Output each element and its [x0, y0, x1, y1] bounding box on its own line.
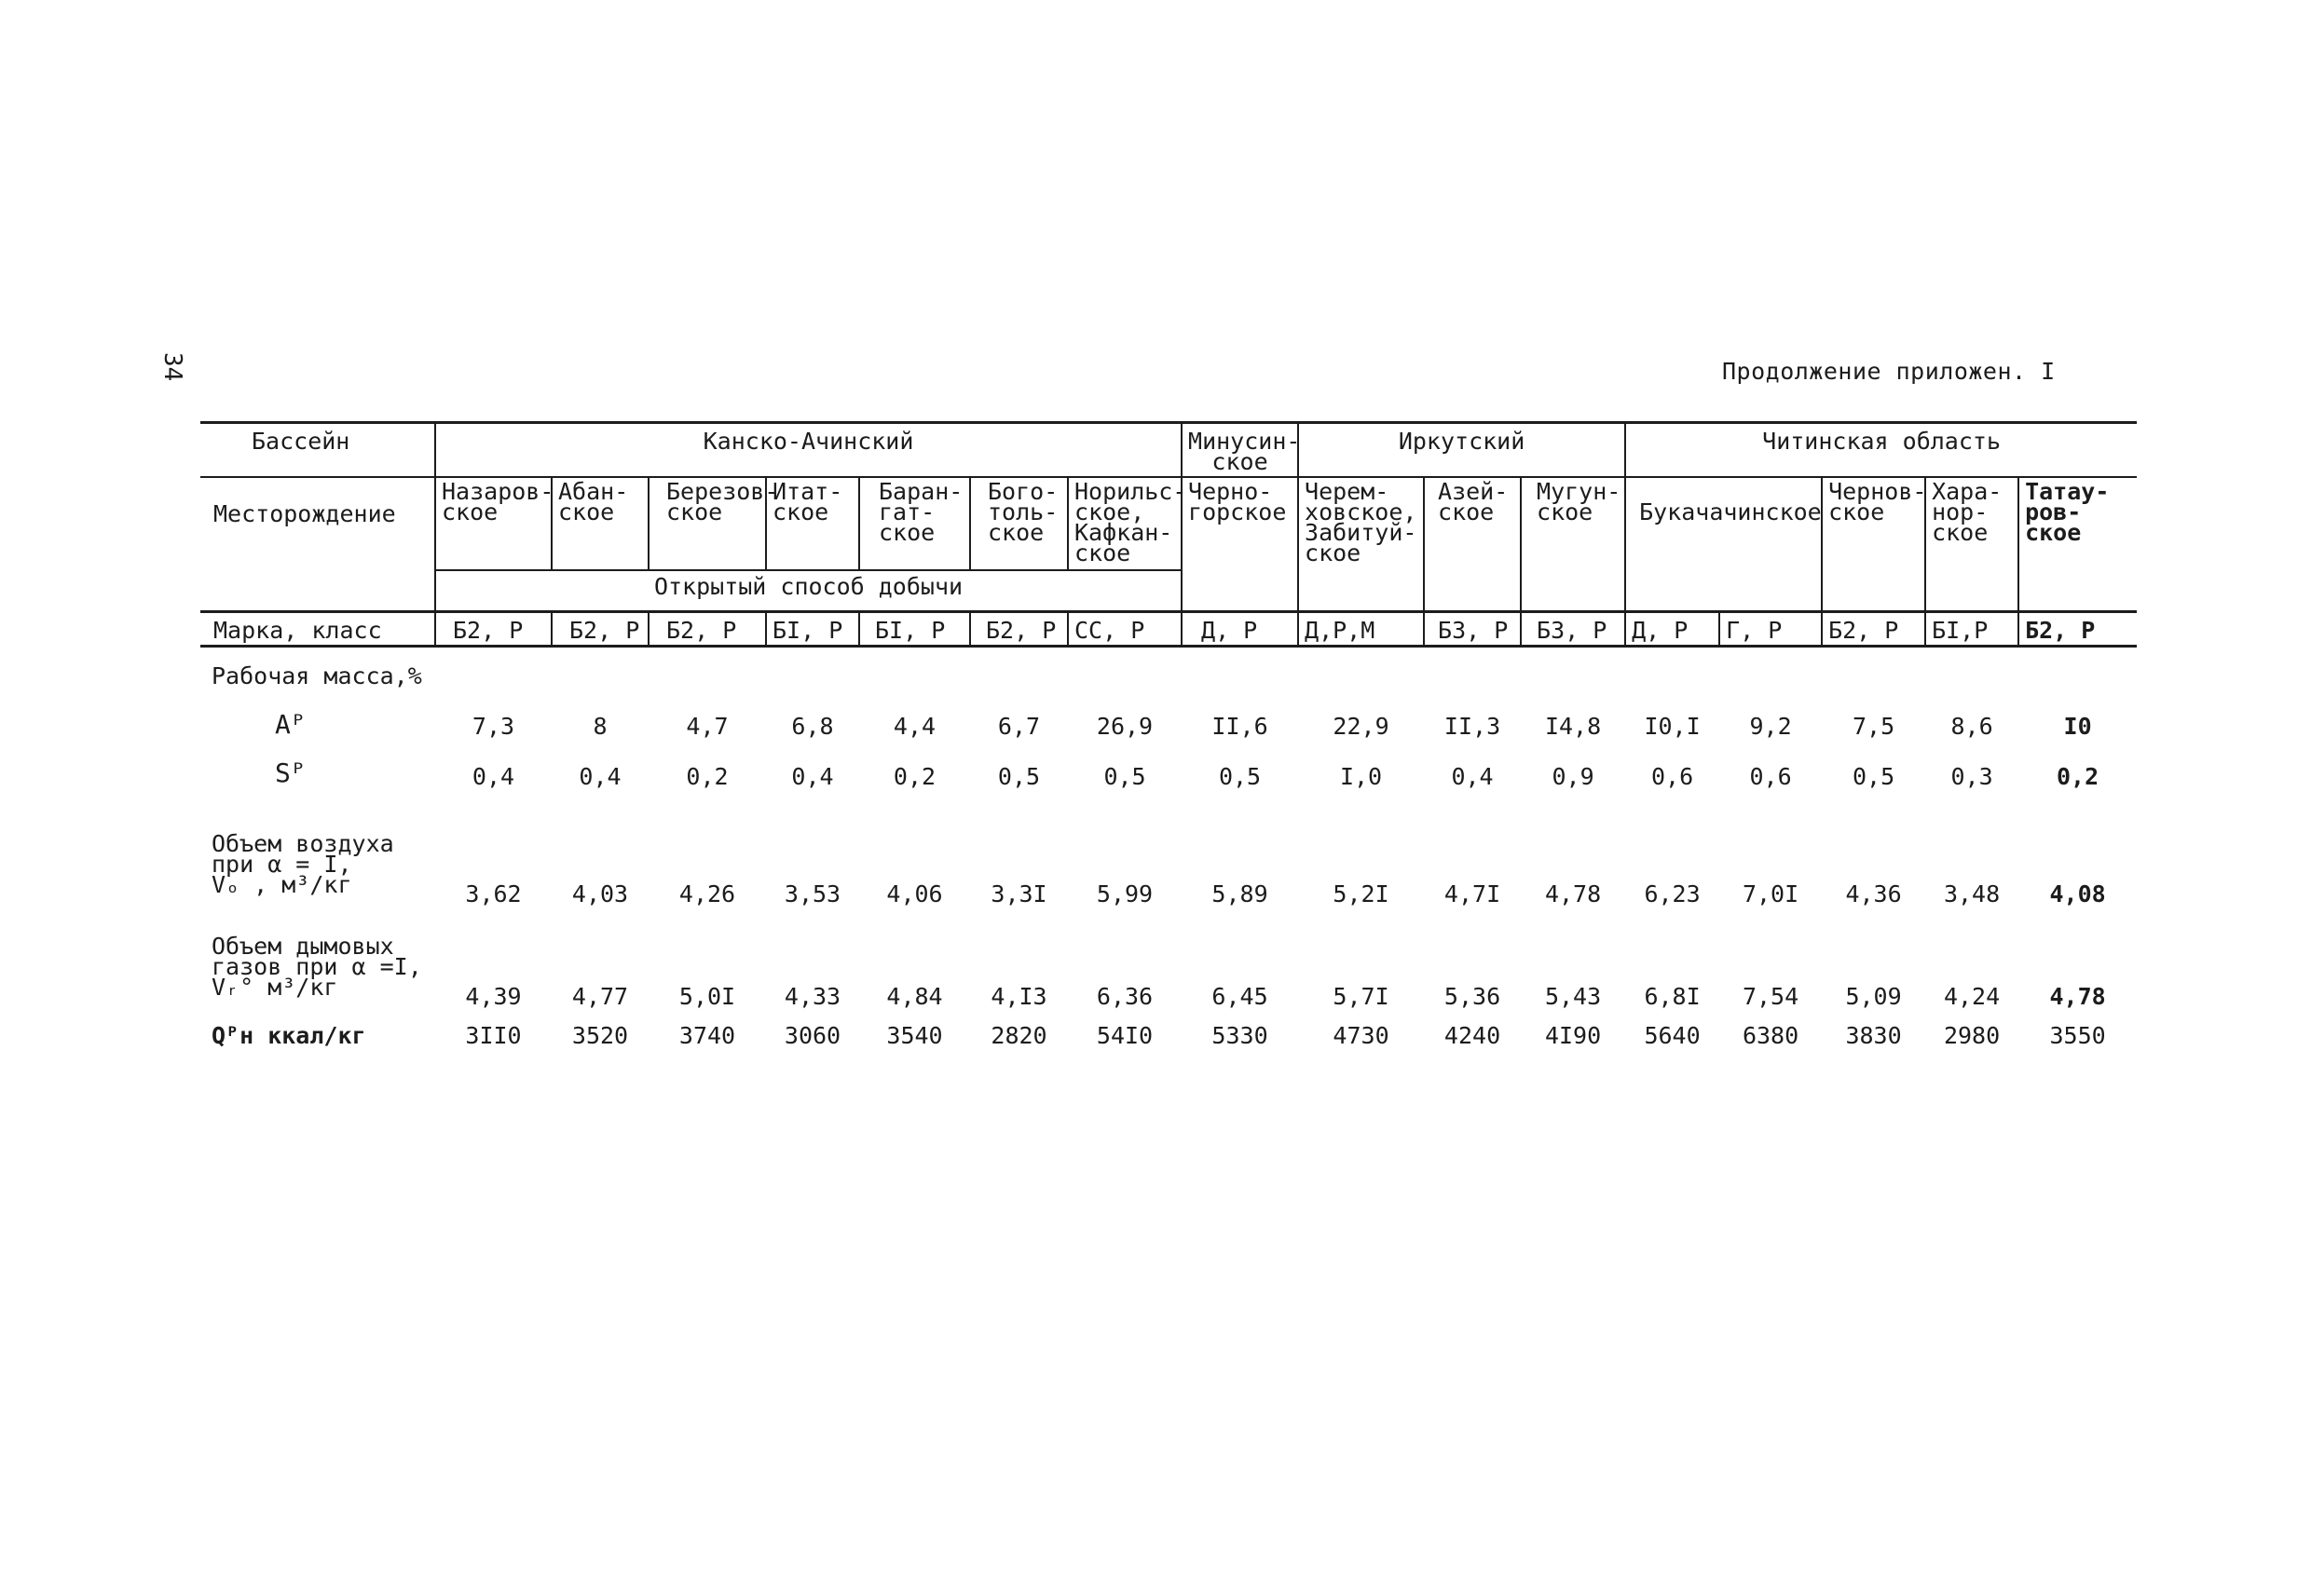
grade-cell: Б2, Р [649, 611, 766, 646]
sulfur-value: 0,4 [791, 763, 834, 790]
ash-value: 7,3 [472, 713, 515, 740]
ash-value: 6,7 [997, 713, 1041, 740]
basin-label: Бассейн [200, 423, 435, 478]
sulfur-value: 0,2 [2057, 763, 2099, 790]
sulfur-value: 0,5 [997, 763, 1041, 790]
ash-value: 6,8 [791, 713, 834, 740]
flue-gas-value: 6,36 [1096, 983, 1154, 1010]
basin-irkutsk: Иркутский [1298, 423, 1625, 478]
grade-cell: Б3, Р [1424, 611, 1521, 646]
ash-value: II,6 [1211, 713, 1268, 740]
deposit-cell: Букачачинское [1625, 477, 1822, 611]
grade-cell: Б2, Р [435, 611, 552, 646]
sulfur-value: 0,5 [1218, 763, 1262, 790]
flue-gas-value: 6,8I [1644, 983, 1701, 1010]
basin-chita: Читинская область [1625, 423, 2137, 478]
ash-value: 4,4 [893, 713, 937, 740]
heat-value: 3II0 [465, 1022, 522, 1049]
deposit-cell: Назаров- ское [435, 477, 552, 570]
flue-gas-value: 4,77 [571, 983, 629, 1010]
air-volume-value: 4,7I [1443, 880, 1501, 907]
grade-cell: БI, Р [859, 611, 970, 646]
ash-value: 4,7 [686, 713, 729, 740]
deposit-cell: Черно- горское [1182, 477, 1298, 611]
flue-gas-value: 5,7I [1333, 983, 1389, 1010]
heat-value: 3740 [678, 1022, 736, 1049]
heat-value: 4I90 [1544, 1022, 1602, 1049]
air-volume-value: 5,89 [1211, 880, 1268, 907]
sulfur-label: Sᴾ [275, 757, 307, 788]
sulfur-value: 0,6 [1650, 763, 1694, 790]
air-volume-label: Объем воздуха при α = I, Vₒ , м³/кг [212, 830, 394, 898]
flue-gas-value: 4,84 [886, 983, 943, 1010]
coal-properties-table [200, 421, 2137, 1067]
grade-cell: Г, Р [1719, 611, 1822, 646]
ash-label: Aᴾ [275, 709, 307, 740]
deposit-cell: Азей- ское [1424, 477, 1521, 611]
grade-cell: Д, Р [1182, 611, 1298, 646]
flue-gas-value: 5,0I [678, 983, 736, 1010]
air-volume-value: 7,0I [1742, 880, 1799, 907]
ash-value: 22,9 [1333, 713, 1389, 740]
basin-kansk-achinsk: Канско-Ачинский [435, 423, 1182, 478]
page-caption: Продолжение приложен. I [1722, 358, 2056, 385]
sulfur-value: 0,4 [1451, 763, 1494, 790]
sulfur-value: 0,6 [1749, 763, 1792, 790]
heat-value: 54I0 [1096, 1022, 1154, 1049]
deposit-cell: Абан- ское [552, 477, 649, 570]
heat-value: 3520 [571, 1022, 629, 1049]
sulfur-value: 0,3 [1950, 763, 1993, 790]
ash-value: II,3 [1443, 713, 1501, 740]
air-volume-value: 5,99 [1096, 880, 1154, 907]
air-volume-value: 3,62 [465, 880, 522, 907]
flue-gas-value: 5,36 [1443, 983, 1501, 1010]
air-volume-value: 4,78 [1544, 880, 1602, 907]
air-volume-value: 3,3I [991, 880, 1047, 907]
grade-cell: СС, Р [1068, 611, 1182, 646]
heat-value: 2980 [1943, 1022, 2001, 1049]
flue-gas-label: Объем дымовых газов при α =I, Vᵣ° м³/кг [212, 933, 422, 1001]
heat-value: 3830 [1845, 1022, 1902, 1049]
sulfur-value: 0,4 [579, 763, 622, 790]
heat-value: 6380 [1742, 1022, 1799, 1049]
deposit-cell: Итат- ское [766, 477, 859, 570]
deposit-cell: Норильс- ское, Кафкан- ское [1068, 477, 1182, 570]
flue-gas-value: 4,24 [1943, 983, 2001, 1010]
grade-cell: БI, Р [766, 611, 859, 646]
ash-value: 9,2 [1749, 713, 1792, 740]
sulfur-value: I,0 [1339, 763, 1383, 790]
flue-gas-value: 5,09 [1845, 983, 1902, 1010]
flue-gas-value: 6,45 [1211, 983, 1268, 1010]
ash-value: 7,5 [1852, 713, 1895, 740]
air-volume-value: 3,53 [784, 880, 841, 907]
flue-gas-value: 7,54 [1742, 983, 1799, 1010]
heat-value-label: Qᴾн ккал/кг [212, 1022, 366, 1049]
deposit-cell: Мугун- ское [1521, 477, 1625, 611]
grade-cell: Б2, Р [970, 611, 1068, 646]
grade-cell: Б2, Р [2018, 611, 2137, 646]
sulfur-value: 0,4 [472, 763, 515, 790]
grade-cell: Б3, Р [1521, 611, 1625, 646]
sulfur-value: 0,2 [893, 763, 937, 790]
deposit-cell: Бого- толь- ское [970, 477, 1068, 570]
ash-value: 8,6 [1950, 713, 1993, 740]
ash-value: I0,I [1644, 713, 1701, 740]
air-volume-value: 5,2I [1333, 880, 1389, 907]
deposit-cell: Черем- ховское, Забитуй- ское [1298, 477, 1424, 611]
flue-gas-value: 5,43 [1544, 983, 1602, 1010]
air-volume-value: 4,26 [678, 880, 736, 907]
ash-value: I0 [2063, 713, 2092, 740]
sulfur-value: 0,9 [1552, 763, 1594, 790]
deposit-cell: Хара- нор- ское [1925, 477, 2018, 611]
heat-value: 5330 [1211, 1022, 1268, 1049]
heat-value: 3550 [2049, 1022, 2106, 1049]
sulfur-value: 0,2 [686, 763, 729, 790]
ash-value: 26,9 [1096, 713, 1154, 740]
grade-cell: БI,Р [1925, 611, 2018, 646]
air-volume-value: 4,08 [2049, 880, 2106, 907]
deposit-cell: Татау- ров- ское [2018, 477, 2137, 611]
air-volume-value: 4,06 [886, 880, 943, 907]
air-volume-value: 4,36 [1845, 880, 1902, 907]
flue-gas-value: 4,78 [2049, 983, 2106, 1010]
ash-value: I4,8 [1544, 713, 1602, 740]
heat-value: 3540 [886, 1022, 943, 1049]
page-number: 34 [158, 352, 186, 382]
deposit-cell: Березов- ское [649, 477, 766, 570]
sulfur-value: 0,5 [1852, 763, 1895, 790]
flue-gas-value: 4,I3 [991, 983, 1047, 1010]
grade-cell: Д, Р [1625, 611, 1719, 646]
flue-gas-value: 4,33 [784, 983, 841, 1010]
heat-value: 4240 [1443, 1022, 1501, 1049]
flue-gas-value: 4,39 [465, 983, 522, 1010]
deposit-cell: Баран- гат- ское [859, 477, 970, 570]
sulfur-value: 0,5 [1103, 763, 1146, 790]
grade-cell: Б2, Р [1822, 611, 1925, 646]
grade-label: Марка, класс [200, 611, 435, 646]
heat-value: 2820 [991, 1022, 1047, 1049]
air-volume-value: 6,23 [1644, 880, 1701, 907]
deposit-cell: Чернов- ское [1822, 477, 1925, 611]
deposit-label: Месторождение [200, 477, 435, 611]
air-volume-value: 3,48 [1943, 880, 2001, 907]
mining-method: Открытый способ добычи [435, 570, 1182, 611]
basin-minusinsk: Минусин- ское [1182, 423, 1298, 478]
grade-cell: Б2, Р [552, 611, 649, 646]
heat-value: 4730 [1333, 1022, 1389, 1049]
grade-cell: Д,Р,М [1298, 611, 1424, 646]
heat-value: 5640 [1644, 1022, 1701, 1049]
heat-value: 3060 [784, 1022, 841, 1049]
ash-value: 8 [593, 713, 608, 740]
working-mass-label: Рабочая масса,% [212, 662, 422, 689]
air-volume-value: 4,03 [571, 880, 629, 907]
